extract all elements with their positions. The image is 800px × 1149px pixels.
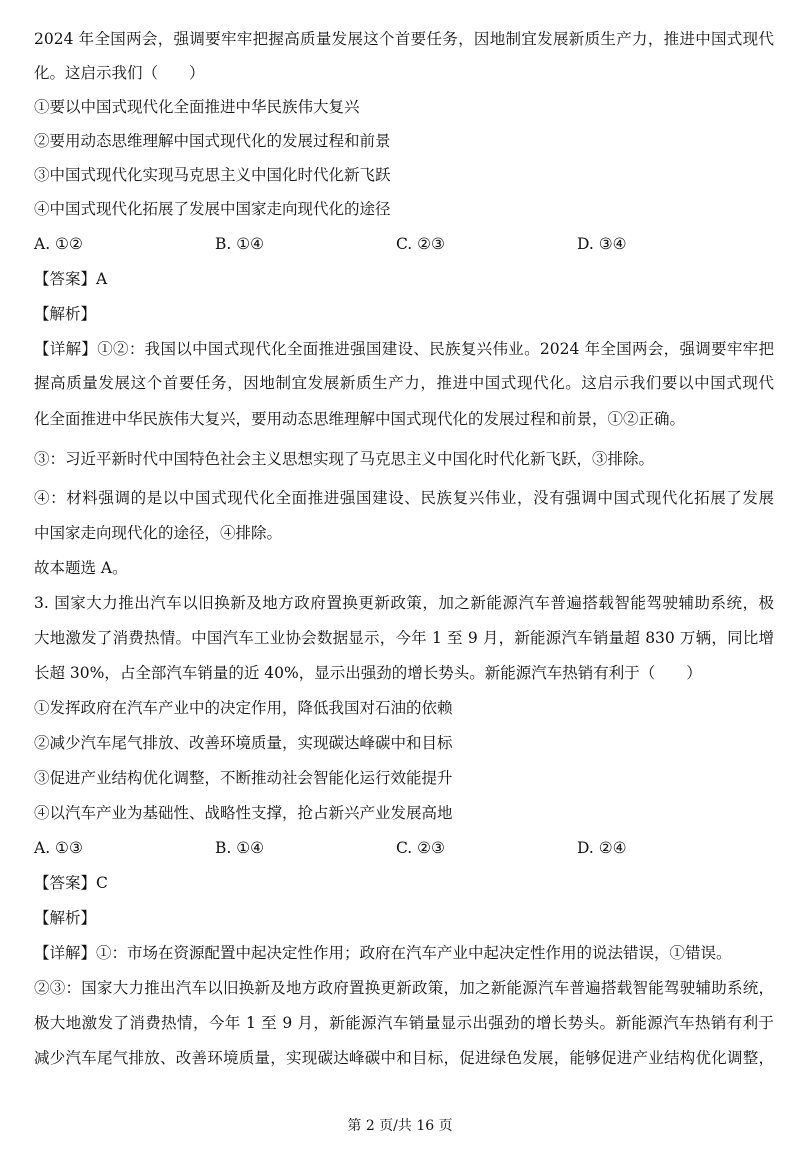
- q2-option-b: B. ①④: [215, 235, 265, 253]
- q3-answer: 【答案】C: [34, 874, 108, 892]
- q3-option-b: B. ①④: [215, 839, 265, 857]
- page-footer: 第 2 页/共 16 页: [347, 1118, 453, 1134]
- q3-detail-1: 【详解】①：市场在资源配置中起决定性作用；政府在汽车产业中起决定性作用的说法错误，①错误。: [34, 944, 732, 962]
- q2-answer: 【答案】A: [34, 270, 108, 288]
- q2-stem-line-2: 化。这启示我们（ ）: [34, 64, 205, 82]
- q3-item-2: ②减少汽车尾气排放、改善环境质量，实现碳达峰碳中和目标: [34, 734, 453, 752]
- q2-detail-1-line-3: 化全面推进中华民族伟大复兴，要用动态思维理解中国式现代化的发展过程和前景，①②正确。: [34, 410, 686, 428]
- q3-item-4: ④以汽车产业为基础性、战略性支撑，抢占新兴产业发展高地: [34, 804, 453, 822]
- q3-detail-23-line-3: 减少汽车尾气排放、改善环境质量，实现碳达峰碳中和目标，促进绿色发展，能够促进产业结构优化调整，: [34, 1049, 774, 1067]
- q2-item-4: ④中国式现代化拓展了发展中国家走向现代化的途径: [34, 200, 391, 218]
- q2-detail-4-line-1: ④：材料强调的是以中国式现代化全面推进强国建设、民族复兴伟业，没有强调中国式现代化拓展了发展: [34, 489, 774, 507]
- q2-option-a: A. ①②: [34, 235, 83, 253]
- q3-option-d: D. ②④: [577, 839, 627, 857]
- q2-item-2: ②要用动态思维理解中国式现代化的发展过程和前景: [34, 132, 391, 150]
- q2-detail-4-line-2: 中国家走向现代化的途径，④排除。: [34, 524, 283, 542]
- q2-analysis-label: 【解析】: [34, 305, 97, 323]
- q3-analysis-label: 【解析】: [34, 909, 97, 927]
- q2-detail-1-line-2: 握高质量发展这个首要任务，因地制宜发展新质生产力，推进中国式现代化。这启示我们要以中国式现代: [34, 374, 774, 392]
- q2-item-3: ③中国式现代化实现马克思主义中国化时代化新飞跃: [34, 166, 391, 184]
- q3-option-c: C. ②③: [396, 839, 445, 857]
- q3-stem-line-3: 长超 30%，占全部汽车销量的近 40%，显示出强劲的增长势头。新能源汽车热销有利于（ ）: [34, 664, 702, 682]
- q2-option-c: C. ②③: [396, 235, 445, 253]
- q2-conclusion: 故本题选 A。: [34, 559, 128, 577]
- q2-option-d: D. ③④: [577, 235, 627, 253]
- q3-stem-line-1: 3. 国家大力推出汽车以旧换新及地方政府置换更新政策，加之新能源汽车普遍搭载智能驾驶辅助系统，极: [34, 594, 774, 612]
- q2-detail-3: ③：习近平新时代中国特色社会主义思想实现了马克思主义中国化时代化新飞跃，③排除。: [34, 450, 655, 468]
- q3-stem-line-2: 大地激发了消费热情。中国汽车工业协会数据显示，今年 1 至 9 月，新能源汽车销量超 830 万辆，同比增: [34, 629, 774, 647]
- q3-detail-23-line-2: 极大地激发了消费热情，今年 1 至 9 月，新能源汽车销量显示出强劲的增长势头。新能源汽车热销有利于: [34, 1014, 774, 1032]
- q2-stem-line-1: 2024 年全国两会，强调要牢牢把握高质量发展这个首要任务，因地制宜发展新质生产力，推进中国式现代: [34, 30, 774, 48]
- q3-detail-23-line-1: ②③：国家大力推出汽车以旧换新及地方政府置换更新政策，加之新能源汽车普遍搭载智能驾驶辅助系统，: [34, 979, 774, 997]
- q3-item-1: ①发挥政府在汽车产业中的决定作用，降低我国对石油的依赖: [34, 699, 453, 717]
- q3-item-3: ③促进产业结构优化调整，不断推动社会智能化运行效能提升: [34, 769, 453, 787]
- q2-item-1: ①要以中国式现代化全面推进中华民族伟大复兴: [34, 98, 360, 116]
- q2-detail-1-line-1: 【详解】①②：我国以中国式现代化全面推进强国建设、民族复兴伟业。2024 年全国两会，强调要牢牢把: [34, 340, 774, 358]
- q3-option-a: A. ①③: [34, 839, 83, 857]
